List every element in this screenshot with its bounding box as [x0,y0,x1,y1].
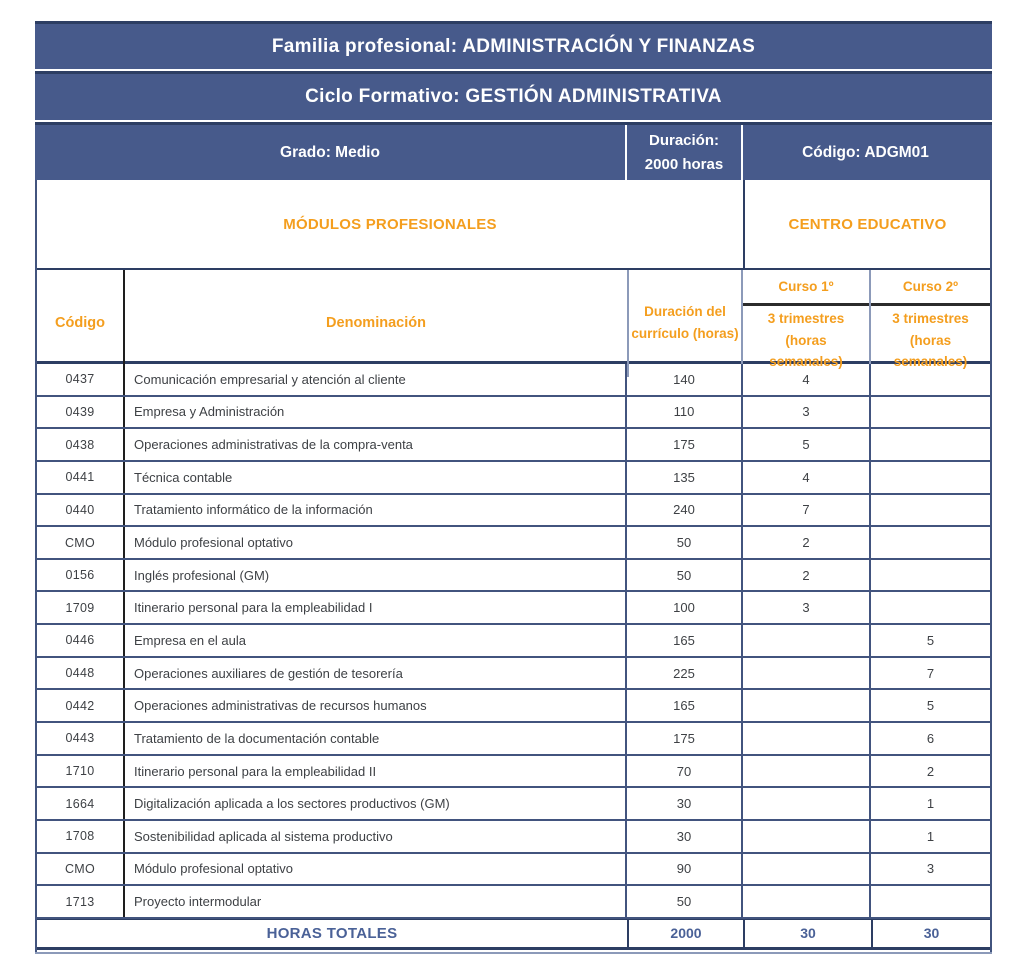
column-header-row [37,270,990,370]
module-code: 0156 [37,560,125,591]
module-code: 0443 [37,723,125,754]
table-row [37,364,990,397]
module-course2-weekly-hours [871,364,990,395]
module-curriculum-hours: 175 [627,429,743,460]
module-course1-weekly-hours [743,788,871,819]
table-row [37,429,990,462]
module-code: 0446 [37,625,125,656]
module-name: Empresa y Administración [125,397,627,428]
totals-duracion: 2000 [627,920,743,947]
module-name: Comunicación empresarial y atención al cliente [125,364,627,395]
module-curriculum-hours: 70 [627,756,743,787]
table-bottom-accent-line [35,952,992,954]
module-curriculum-hours: 240 [627,495,743,526]
module-curriculum-hours: 50 [627,886,743,917]
module-code: 1664 [37,788,125,819]
table-row [37,690,990,723]
table-row [37,658,990,691]
module-code: 0440 [37,495,125,526]
table-row [37,560,990,593]
module-curriculum-hours: 30 [627,788,743,819]
table-row [37,788,990,821]
module-name: Tratamiento de la documentación contable [125,723,627,754]
table-row [37,495,990,528]
module-course1-weekly-hours [743,854,871,885]
module-code: 0442 [37,690,125,721]
ciclo-formativo-banner [35,74,992,120]
curso1-label: Curso 1º [778,279,834,294]
modulos-profesionales-heading: MÓDULOS PROFESIONALES [283,215,497,233]
module-curriculum-hours: 90 [627,854,743,885]
module-course2-weekly-hours [871,592,990,623]
column-header-duracion: Duración del currículo (horas) [627,270,743,377]
module-curriculum-hours: 100 [627,592,743,623]
module-code: 0448 [37,658,125,689]
table-row [37,723,990,756]
module-name: Sostenibilidad aplicada al sistema productivo [125,821,627,852]
module-course2-weekly-hours: 1 [926,828,935,844]
column-header-curso1 [743,270,871,377]
module-name: Operaciones administrativas de la compra-venta [125,429,627,460]
module-course1-weekly-hours [743,658,871,689]
module-course2-weekly-hours: 5 [926,698,935,714]
module-course1-weekly-hours: 2 [743,560,871,591]
module-code: CMO [37,854,125,885]
module-name: Operaciones auxiliares de gestión de tesorería [125,658,627,689]
module-course1-weekly-hours [743,723,871,754]
module-curriculum-hours: 165 [627,625,743,656]
module-course2-weekly-hours [871,560,990,591]
module-rows [37,364,990,919]
module-course2-weekly-hours [871,429,990,460]
totals-label: HORAS TOTALES [266,924,398,942]
module-code: 1713 [37,886,125,917]
module-code: 0437 [37,364,125,395]
grado-row [35,125,992,180]
section-header-row [37,180,990,270]
module-course1-weekly-hours: 7 [743,495,871,526]
totals-curso1: 30 [743,920,871,947]
module-name: Digitalización aplicada a los sectores productivos (GM) [125,788,627,819]
module-course1-weekly-hours [743,625,871,656]
curso2-trimestres-label: 3 trimestres (horas semanales) [892,311,969,370]
module-course1-weekly-hours: 4 [743,462,871,493]
module-curriculum-hours: 165 [627,690,743,721]
ciclo-formativo-title: Ciclo Formativo: GESTIÓN ADMINISTRATIVA [305,86,722,107]
module-course1-weekly-hours [743,690,871,721]
duracion-label: Duración: [648,132,719,149]
module-curriculum-hours: 30 [627,821,743,852]
table-row [37,397,990,430]
module-course2-weekly-hours [871,397,990,428]
module-name: Técnica contable [125,462,627,493]
module-name: Proyecto intermodular [125,886,627,917]
module-course2-weekly-hours: 1 [926,796,935,812]
table-row [37,756,990,789]
module-curriculum-hours: 225 [627,658,743,689]
module-code: 1710 [37,756,125,787]
module-course2-weekly-hours: 7 [926,665,935,681]
module-course1-weekly-hours: 4 [743,364,871,395]
codigo-ciclo-cell: Código: ADGM01 [741,125,988,180]
module-curriculum-hours: 140 [627,364,743,395]
column-header-codigo: Código [37,270,125,377]
module-course1-weekly-hours: 5 [743,429,871,460]
module-curriculum-hours: 135 [627,462,743,493]
module-code: CMO [37,527,125,558]
module-course2-weekly-hours [871,886,990,917]
module-code: 0439 [37,397,125,428]
table-row [37,462,990,495]
module-course1-weekly-hours: 2 [743,527,871,558]
module-code: 1708 [37,821,125,852]
module-name: Módulo profesional optativo [125,854,627,885]
module-name: Itinerario personal para la empleabilidad I [125,592,627,623]
table-row [37,527,990,560]
module-course1-weekly-hours [743,886,871,917]
module-code: 1709 [37,592,125,623]
table-row [37,821,990,854]
module-name: Tratamiento informático de la información [125,495,627,526]
column-header-denominacion: Denominación [326,315,426,332]
familia-profesional-banner [35,24,992,69]
module-course2-weekly-hours: 2 [926,763,935,779]
module-course1-weekly-hours: 3 [743,592,871,623]
module-code: 0441 [37,462,125,493]
module-code: 0438 [37,429,125,460]
table-row [37,592,990,625]
module-name: Inglés profesional (GM) [125,560,627,591]
module-course1-weekly-hours [743,821,871,852]
familia-profesional-title: Familia profesional: ADMINISTRACIÓN Y FINANZAS [271,35,756,57]
module-curriculum-hours: 175 [627,723,743,754]
module-name: Empresa en el aula [125,625,627,656]
table-row [37,886,990,919]
curso1-trimestres-label: 3 trimestres (horas semanales) [767,311,845,370]
table-row [37,625,990,658]
totals-curso2: 30 [871,920,990,947]
centro-educativo-heading: CENTRO EDUCATIVO [743,180,990,268]
module-course2-weekly-hours [871,527,990,558]
module-curriculum-hours: 50 [627,560,743,591]
duracion-value: 2000 horas [644,156,724,173]
module-curriculum-hours: 110 [627,397,743,428]
module-course2-weekly-hours: 5 [926,632,935,648]
module-course2-weekly-hours [871,495,990,526]
grado-cell: Grado: Medio [280,143,380,161]
curso2-label: Curso 2º [902,279,959,294]
module-course2-weekly-hours [871,462,990,493]
column-header-curso2 [871,270,990,377]
duracion-cell [625,125,741,180]
module-course1-weekly-hours [743,756,871,787]
module-course1-weekly-hours: 3 [743,397,871,428]
module-course2-weekly-hours: 3 [926,861,935,877]
module-name: Itinerario personal para la empleabilidad II [125,756,627,787]
table-row [37,854,990,887]
module-course2-weekly-hours: 6 [926,730,935,746]
program-table [35,21,992,954]
totals-row [37,919,990,950]
module-name: Operaciones administrativas de recursos humanos [125,690,627,721]
module-name: Módulo profesional optativo [125,527,627,558]
module-curriculum-hours: 50 [627,527,743,558]
